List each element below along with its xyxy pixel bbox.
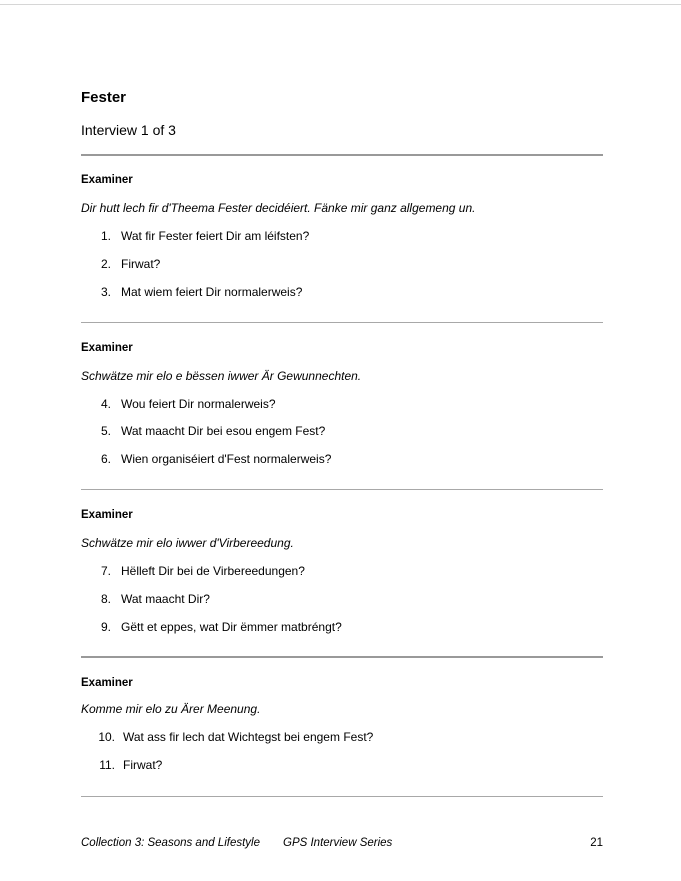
page-number: 21 (590, 837, 603, 849)
question-number: 5. (100, 424, 111, 438)
document-title: Fester (81, 89, 127, 106)
footer-collection-title: Collection 3: Seasons and Lifestyle (81, 837, 260, 849)
section-intro: Schwätze mir elo iwwer d'Virbereedung. (81, 536, 294, 550)
speaker-label: Examiner (81, 677, 133, 689)
question-number: 7. (100, 564, 111, 578)
question-text: Gëtt et eppes, wat Dir ëmmer matbréngt? (121, 620, 342, 634)
section-intro: Schwätze mir elo e bëssen iwwer Är Gewunnechten. (81, 369, 362, 383)
speaker-label: Examiner (81, 174, 133, 186)
question-number: 1. (100, 229, 111, 243)
document-subtitle: Interview 1 of 3 (81, 122, 176, 138)
section-intro: Komme mir elo zu Ärer Meenung. (81, 702, 261, 716)
question-text: Wien organiséiert d'Fest normalerweis? (121, 452, 332, 466)
question-text: Firwat? (123, 758, 163, 772)
question-text: Wat maacht Dir? (121, 592, 210, 606)
question-number: 8. (100, 592, 111, 606)
section-divider (81, 656, 603, 658)
speaker-label: Examiner (81, 509, 133, 521)
section-divider (81, 154, 603, 156)
section-divider (81, 322, 603, 323)
question-number: 9. (100, 620, 111, 634)
page-top-border (0, 4, 681, 5)
question-number: 3. (100, 285, 111, 299)
question-text: Firwat? (121, 257, 161, 271)
section-divider (81, 796, 603, 797)
section-divider (81, 489, 603, 490)
question-text: Wat maacht Dir bei esou engem Fest? (121, 424, 326, 438)
question-number: 11. (99, 758, 115, 772)
question-number: 4. (100, 397, 111, 411)
question-number: 10. (98, 730, 115, 744)
question-text: Wat fir Fester feiert Dir am léifsten? (121, 229, 310, 243)
section-intro: Dir hutt lech fir d'Theema Fester decidéiert. Fänke mir ganz allgemeng un. (81, 201, 476, 215)
question-text: Wat ass fir lech dat Wichtegst bei engem Fest? (123, 730, 374, 744)
question-text: Mat wiem feiert Dir normalerweis? (121, 285, 303, 299)
question-text: Wou feiert Dir normalerweis? (121, 397, 276, 411)
speaker-label: Examiner (81, 342, 133, 354)
footer-series-title: GPS Interview Series (283, 837, 393, 849)
question-number: 2. (100, 257, 111, 271)
question-text: Hëlleft Dir bei de Virbereedungen? (121, 564, 305, 578)
question-number: 6. (100, 452, 111, 466)
